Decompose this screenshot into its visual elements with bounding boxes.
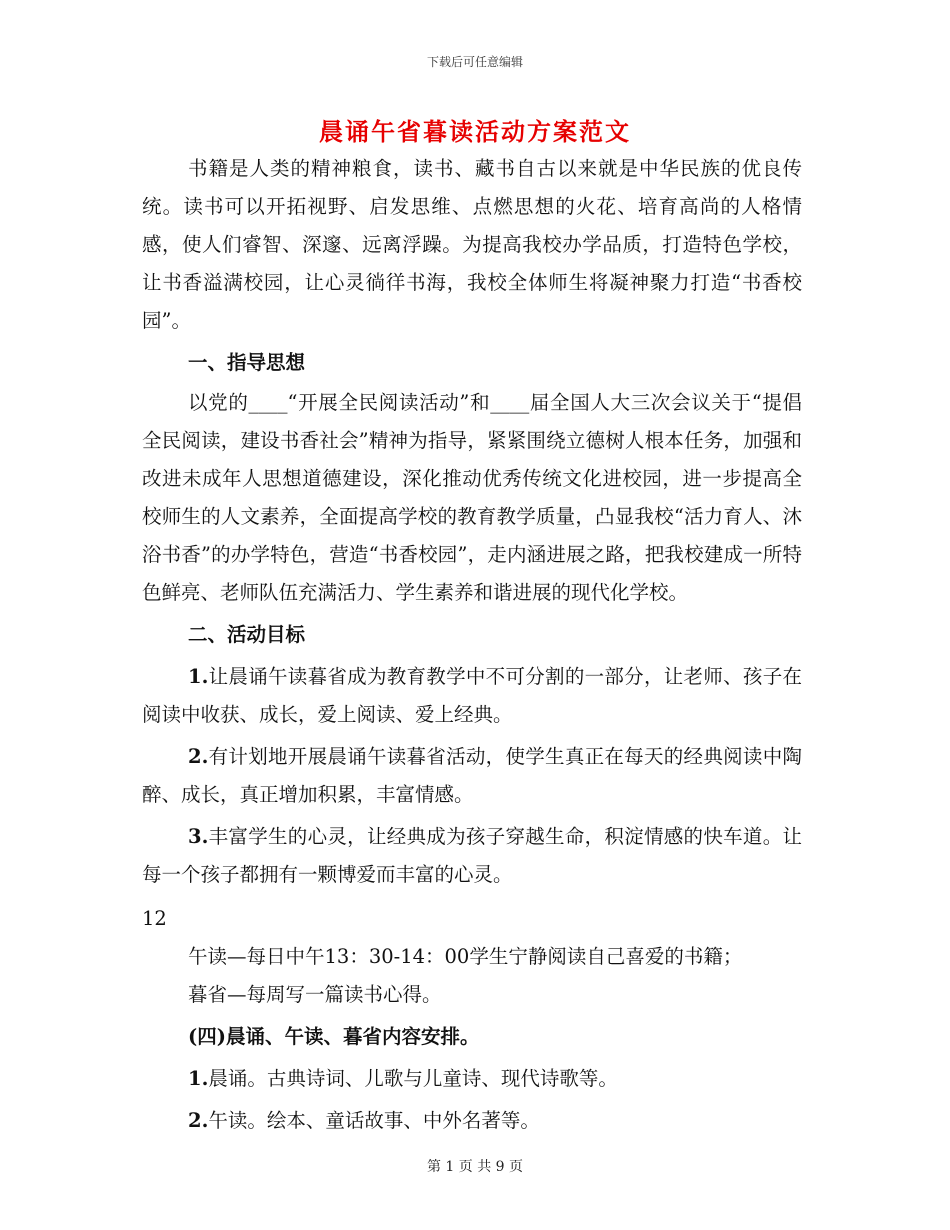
page-footer: 第 1 页 共 9 页 [426,1159,524,1175]
goal-number: 1. [188,665,209,688]
content-text: 午读。绘本、童话故事、中外名著等。 [208,1109,540,1132]
content-text: 晨诵。古典诗词、儿歌与儿童诗、现代诗歌等。 [208,1067,618,1090]
goal-text: 有计划地开展晨诵午读暮省活动，使学生真正在每天的经典阅读中陶醉、成长，真正增加积累，丰富情感。 [142,745,802,806]
section-heading-content-arrangement: (四)晨诵、午读、暮省内容安排。 [188,1025,480,1048]
intro-paragraph: 书籍是人类的精神粮食，读书、藏书自古以来就是中华民族的优良传统。读书可以开拓视野、启发思维、点燃思想的火花、培育高尚的人格情感，使人们睿智、深邃、远离浮躁。为提高我校办学品质，打造特色学校，让书香溢满校园，让心灵徜徉书海，我校全体师生将凝神聚力打造“书香校园”。 [142,157,802,332]
goal-number: 2. [188,745,209,768]
content-number: 1. [188,1067,209,1090]
stray-number: 12 [142,907,167,930]
content-item [142,1102,802,1140]
document-body [142,150,802,1140]
goal-item [142,658,802,734]
guiding-thought-paragraph: 以党的____“开展全民阅读活动”和____届全国人大三次会议关于“提倡全民阅读，建设书香社会”精神为指导，紧紧围绕立德树人根本任务，加强和改进未成年人思想道德建设，深化推动优秀传统文化进校园，进一步提高全校师生的人文素养，全面提高学校的教育教学质量，凸显我校“活力育人、沐浴书香”的办学特色，营造“书香校园”，走内涵进展之路，把我校建成一所特色鲜亮、老师队伍充满活力、学生素养和谐进展的现代化学校。 [142,391,802,604]
section-heading-goals: 二、活动目标 [188,623,306,646]
goal-item [142,738,802,814]
content-number: 2. [188,1109,209,1132]
header-note: 下载后可任意编辑 [426,55,523,69]
goal-number: 3. [188,825,209,848]
document-title: 晨诵午省暮读活动方案范文 [319,117,631,146]
goal-text: 让晨诵午读暮省成为教育教学中不可分割的一部分，让老师、孩子在阅读中收获、成长，爱上阅读、爱上经典。 [142,665,802,726]
goal-text: 丰富学生的心灵，让经典成为孩子穿越生命，积淀情感的快车道。让每一个孩子都拥有一颗博爱而丰富的心灵。 [142,825,802,886]
content-item [142,1060,802,1098]
goal-item [142,818,802,894]
schedule-line: 暮省—每周写一篇读书心得。 [188,983,442,1006]
schedule-line: 午读—每日中午13：30-14：00学生宁静阅读自己喜爱的书籍； [188,945,743,968]
section-heading-guiding-thought: 一、指导思想 [188,351,306,374]
